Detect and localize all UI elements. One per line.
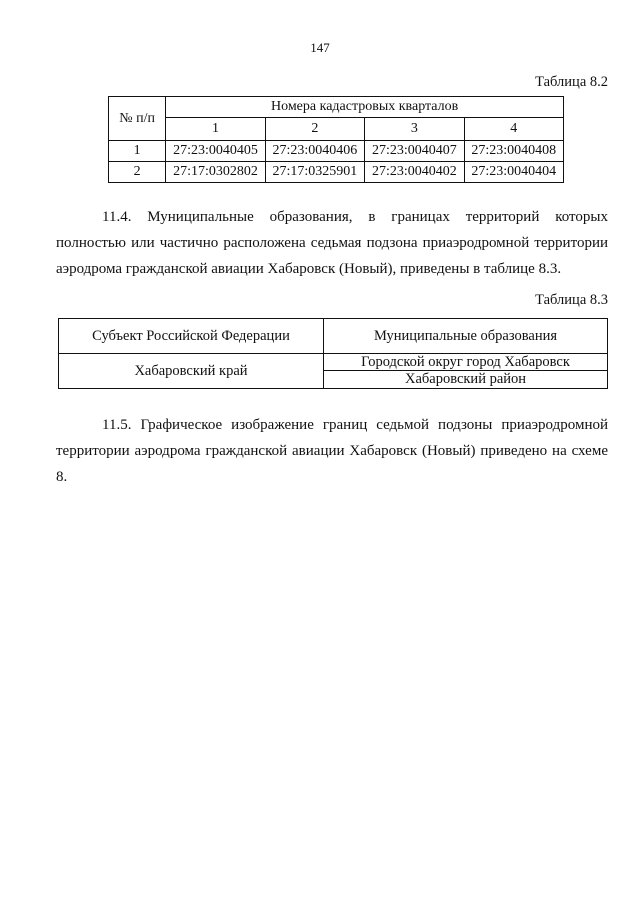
municipality-cell: Хабаровский район: [324, 371, 608, 389]
table-subheader-row: [109, 118, 564, 141]
municipality-cell: Городской округ город Хабаровск: [324, 354, 608, 371]
paragraph-11-5: 11.5. Графическое изображение границ седьмой подзоны приаэродромной территории аэродрома гражданской авиации Хабаровск (Новый) приведено на схеме 8.: [56, 417, 608, 485]
table-header-row: [59, 319, 608, 354]
column-header-number: № п/п: [109, 97, 166, 141]
row-number: 2: [109, 162, 166, 183]
cadastral-number-cell: 27:17:0325901: [265, 162, 364, 183]
subject-cell: Хабаровский край: [59, 354, 324, 389]
table-header-row: [109, 97, 564, 118]
cadastral-number-cell: 27:23:0040407: [365, 141, 464, 162]
column-group-header: Номера кадастровых кварталов: [166, 97, 564, 118]
page-number: 147: [310, 40, 330, 55]
column-subheader: 1: [166, 118, 265, 141]
cadastral-quarters-table: [108, 96, 564, 183]
cadastral-number-cell: 27:17:0302802: [166, 162, 265, 183]
municipalities-table: [58, 318, 608, 389]
column-header-subject: Субъект Российской Федерации: [59, 319, 324, 354]
table-8-2-caption: Таблица 8.2: [535, 74, 608, 90]
column-subheader: 2: [265, 118, 364, 141]
row-number: 1: [109, 141, 166, 162]
column-subheader: 4: [464, 118, 563, 141]
cadastral-number-cell: 27:23:0040405: [166, 141, 265, 162]
paragraph-11-4: 11.4. Муниципальные образования, в границах территорий которых полностью или частично расположена седьмая подзона приаэродромной территории аэродрома гражданской авиации Хабаровск (Новый), приведены в таблице 8.3.: [56, 209, 608, 277]
column-subheader: 3: [365, 118, 464, 141]
cadastral-number-cell: 27:23:0040408: [464, 141, 563, 162]
table-row: [109, 141, 564, 162]
table-row: [109, 162, 564, 183]
table-8-3-caption: Таблица 8.3: [535, 292, 608, 308]
cadastral-number-cell: 27:23:0040402: [365, 162, 464, 183]
column-header-municipal: Муниципальные образования: [324, 319, 608, 354]
cadastral-number-cell: 27:23:0040406: [265, 141, 364, 162]
table-row: [59, 354, 608, 371]
cadastral-number-cell: 27:23:0040404: [464, 162, 563, 183]
